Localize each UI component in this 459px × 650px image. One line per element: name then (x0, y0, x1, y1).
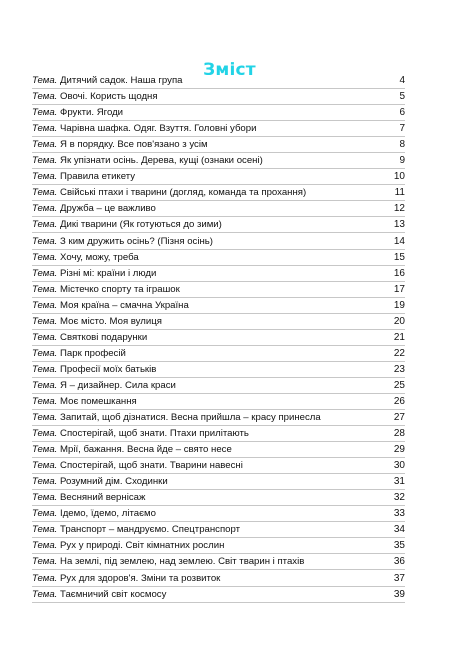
toc-entry-label: Містечко спорту та іграшок (60, 283, 180, 295)
toc-entry-prefix: Тема. (32, 123, 58, 135)
toc-entry-page-number: 13 (393, 219, 405, 231)
toc-entry-title (32, 332, 383, 345)
toc-entry-prefix: Тема. (32, 91, 58, 103)
toc-entry-title (32, 508, 383, 521)
toc-entry-label: Я в порядку. Все пов'язано з усім (60, 139, 208, 151)
toc-entry-page-number: 23 (393, 363, 405, 375)
toc-entry-prefix: Тема. (32, 460, 58, 472)
toc-entry-title (32, 492, 383, 505)
toc-entry-title (32, 123, 383, 136)
toc-entry (32, 185, 405, 201)
toc-entry-title (32, 187, 383, 200)
toc-entry-title (32, 380, 383, 393)
toc-entry-label: Хочу, можу, треба (60, 251, 139, 263)
toc-entry-title (32, 412, 383, 425)
toc-entry-label: Овочі. Користь щодня (60, 91, 158, 103)
toc-entry-title (32, 91, 383, 104)
toc-entry-title (32, 573, 383, 586)
toc-entry (32, 298, 405, 314)
toc-entry-label: Спостерігай, щоб знати. Птахи прилітають (60, 428, 249, 440)
toc-entry-prefix: Тема. (32, 572, 58, 584)
toc-entry-page-number: 32 (393, 492, 405, 504)
toc-entry-label: Дитячий садок. Наша група (60, 75, 183, 87)
toc-entry-title (32, 444, 383, 457)
toc-entry (32, 426, 405, 442)
toc-entry (32, 442, 405, 458)
toc-entry-title (32, 107, 383, 120)
toc-entry (32, 570, 405, 586)
toc-entry (32, 121, 405, 137)
toc-entry-title (32, 284, 383, 297)
toc-entry (32, 201, 405, 217)
toc-entry (32, 105, 405, 121)
toc-entry-prefix: Тема. (32, 412, 58, 424)
toc-entry-page-number: 19 (393, 299, 405, 311)
toc-entry-prefix: Тема. (32, 219, 58, 231)
toc-entry-label: Дружба – це важливо (60, 203, 156, 215)
toc-entry-label: Як упізнати осінь. Дерева, кущі (ознаки осені) (60, 155, 263, 167)
toc-entry-page-number: 31 (393, 476, 405, 488)
toc-entry-prefix: Тема. (32, 171, 58, 183)
toc-entry-prefix: Тема. (32, 107, 58, 119)
toc-entry (32, 217, 405, 233)
toc-entry-title (32, 476, 383, 489)
toc-entry-page-number: 28 (393, 428, 405, 440)
toc-entry-page-number: 39 (393, 588, 405, 600)
toc-entry-prefix: Тема. (32, 347, 58, 359)
toc-entry (32, 153, 405, 169)
toc-entry (32, 522, 405, 538)
toc-entry-label: Ідемо, їдемо, літаємо (60, 508, 156, 520)
toc-entry-prefix: Тема. (32, 187, 58, 199)
toc-entry (32, 490, 405, 506)
toc-entry-prefix: Тема. (32, 395, 58, 407)
toc-entry-page-number: 30 (393, 460, 405, 472)
toc-entry-title (32, 75, 383, 88)
toc-entry-label: Професії моїх батьків (60, 363, 157, 375)
toc-entry (32, 394, 405, 410)
toc-entry (32, 137, 405, 153)
toc-entry-title (32, 155, 383, 168)
table-of-contents (32, 73, 405, 603)
toc-entry-label: Розумний дім. Сходинки (60, 476, 168, 488)
toc-entry-prefix: Тема. (32, 251, 58, 263)
toc-entry (32, 538, 405, 554)
toc-entry-label: Парк професій (60, 347, 126, 359)
toc-entry-page-number: 27 (393, 412, 405, 424)
toc-entry-label: З ким дружить осінь? (Пізня осінь) (60, 235, 213, 247)
toc-entry-title (32, 364, 383, 377)
toc-entry-prefix: Тема. (32, 331, 58, 343)
toc-entry-prefix: Тема. (32, 155, 58, 167)
toc-entry-page-number: 37 (393, 572, 405, 584)
toc-entry-prefix: Тема. (32, 203, 58, 215)
toc-entry-title (32, 348, 383, 361)
toc-entry-title (32, 300, 383, 313)
toc-entry-page-number: 10 (393, 171, 405, 183)
toc-entry-title (32, 428, 383, 441)
toc-entry-title (32, 203, 383, 216)
toc-entry (32, 474, 405, 490)
toc-entry-label: Я – дизайнер. Сила краси (60, 379, 176, 391)
toc-entry-label: Святкові подарунки (60, 331, 148, 343)
toc-entry-prefix: Тема. (32, 428, 58, 440)
toc-entry-label: Таємничий світ космосу (60, 588, 167, 600)
toc-entry (32, 266, 405, 282)
toc-entry (32, 554, 405, 570)
toc-entry (32, 346, 405, 362)
toc-entry-title (32, 556, 383, 569)
toc-entry-label: Спостерігай, щоб знати. Тварини навесні (60, 460, 243, 472)
toc-entry (32, 282, 405, 298)
toc-entry-label: Різні мі: країни і люди (60, 267, 157, 279)
toc-entry-prefix: Тема. (32, 524, 58, 536)
toc-entry-page-number: 8 (399, 139, 405, 151)
toc-entry-page-number: 6 (399, 107, 405, 119)
toc-entry-label: Моя країна – смачна Україна (60, 299, 189, 311)
toc-entry-page-number: 14 (393, 235, 405, 247)
toc-entry-title (32, 589, 383, 602)
toc-entry (32, 89, 405, 105)
toc-entry-title (32, 396, 383, 409)
toc-entry-label: Правила етикету (60, 171, 136, 183)
toc-entry-label: Фрукти. Ягоди (60, 107, 124, 119)
toc-entry-page-number: 36 (393, 556, 405, 568)
toc-entry-page-number: 22 (393, 347, 405, 359)
toc-entry (32, 233, 405, 249)
toc-entry-prefix: Тема. (32, 556, 58, 568)
toc-entry-label: Дикі тварини (Як готуються до зими) (60, 219, 222, 231)
toc-entry-prefix: Тема. (32, 139, 58, 151)
toc-entry-prefix: Тема. (32, 299, 58, 311)
toc-entry-page-number: 5 (399, 91, 405, 103)
toc-entry-page-number: 9 (399, 155, 405, 167)
toc-entry-page-number: 26 (393, 395, 405, 407)
toc-entry-prefix: Тема. (32, 75, 58, 87)
toc-entry-page-number: 21 (393, 331, 405, 343)
toc-entry-prefix: Тема. (32, 588, 58, 600)
toc-entry-label: Моє місто. Моя вулиця (60, 315, 162, 327)
toc-entry-title (32, 236, 383, 249)
toc-entry-page-number: 4 (399, 75, 405, 87)
toc-entry-title (32, 540, 383, 553)
toc-entry-page-number: 11 (394, 187, 405, 199)
toc-entry-prefix: Тема. (32, 492, 58, 504)
toc-entry (32, 506, 405, 522)
toc-entry-title (32, 460, 383, 473)
toc-entry-page-number: 12 (393, 203, 405, 215)
toc-entry-label: Транспорт – мандруємо. Спецтранспорт (60, 524, 241, 536)
toc-entry-prefix: Тема. (32, 283, 58, 295)
toc-entry-page-number: 7 (399, 123, 405, 135)
toc-entry-title (32, 219, 383, 232)
toc-entry-page-number: 15 (393, 251, 405, 263)
toc-entry (32, 458, 405, 474)
toc-entry-label: Весняний вернісаж (60, 492, 146, 504)
toc-entry-label: Рух у природі. Світ кімнатних рослин (60, 540, 225, 552)
toc-entry-title (32, 268, 383, 281)
toc-entry-prefix: Тема. (32, 235, 58, 247)
toc-entry-label: Мрії, бажання. Весна йде – свято несе (60, 444, 232, 456)
toc-entry-page-number: 25 (393, 379, 405, 391)
toc-entry-prefix: Тема. (32, 379, 58, 391)
toc-entry-label: Свійські птахи і тварини (догляд, команда та прохання) (60, 187, 307, 199)
toc-entry-label: На землі, під землею, над землею. Світ тварин і птахів (60, 556, 305, 568)
toc-entry-label: Чарівна шафка. Одяг. Взуття. Головні убори (60, 123, 257, 135)
toc-entry-title (32, 139, 383, 152)
toc-entry-page-number: 29 (393, 444, 405, 456)
toc-entry-prefix: Тема. (32, 267, 58, 279)
toc-entry (32, 378, 405, 394)
toc-entry-prefix: Тема. (32, 508, 58, 520)
toc-entry-prefix: Тема. (32, 315, 58, 327)
toc-entry (32, 250, 405, 266)
toc-entry-page-number: 33 (393, 508, 405, 520)
toc-entry-prefix: Тема. (32, 444, 58, 456)
toc-entry (32, 362, 405, 378)
toc-entry-page-number: 17 (393, 283, 405, 295)
toc-entry-page-number: 20 (393, 315, 405, 327)
toc-entry (32, 169, 405, 185)
toc-entry-page-number: 35 (393, 540, 405, 552)
toc-entry-label: Моє помешкання (60, 395, 137, 407)
toc-entry (32, 587, 405, 603)
toc-entry (32, 73, 405, 89)
page-title: Зміст (203, 60, 256, 81)
toc-entry-label: Запитай, щоб дізнатися. Весна прийшла – красу принесла (60, 412, 321, 424)
toc-entry-prefix: Тема. (32, 540, 58, 552)
toc-entry-title (32, 252, 383, 265)
toc-entry-title (32, 524, 383, 537)
toc-entry-label: Рух для здоров'я. Зміни та розвиток (60, 572, 221, 584)
toc-entry-prefix: Тема. (32, 476, 58, 488)
toc-entry (32, 410, 405, 426)
toc-entry-title (32, 171, 383, 184)
toc-entry (32, 330, 405, 346)
toc-entry-prefix: Тема. (32, 363, 58, 375)
toc-entry-page-number: 34 (393, 524, 405, 536)
toc-entry-page-number: 16 (393, 267, 405, 279)
toc-entry-title (32, 316, 383, 329)
toc-entry (32, 314, 405, 330)
